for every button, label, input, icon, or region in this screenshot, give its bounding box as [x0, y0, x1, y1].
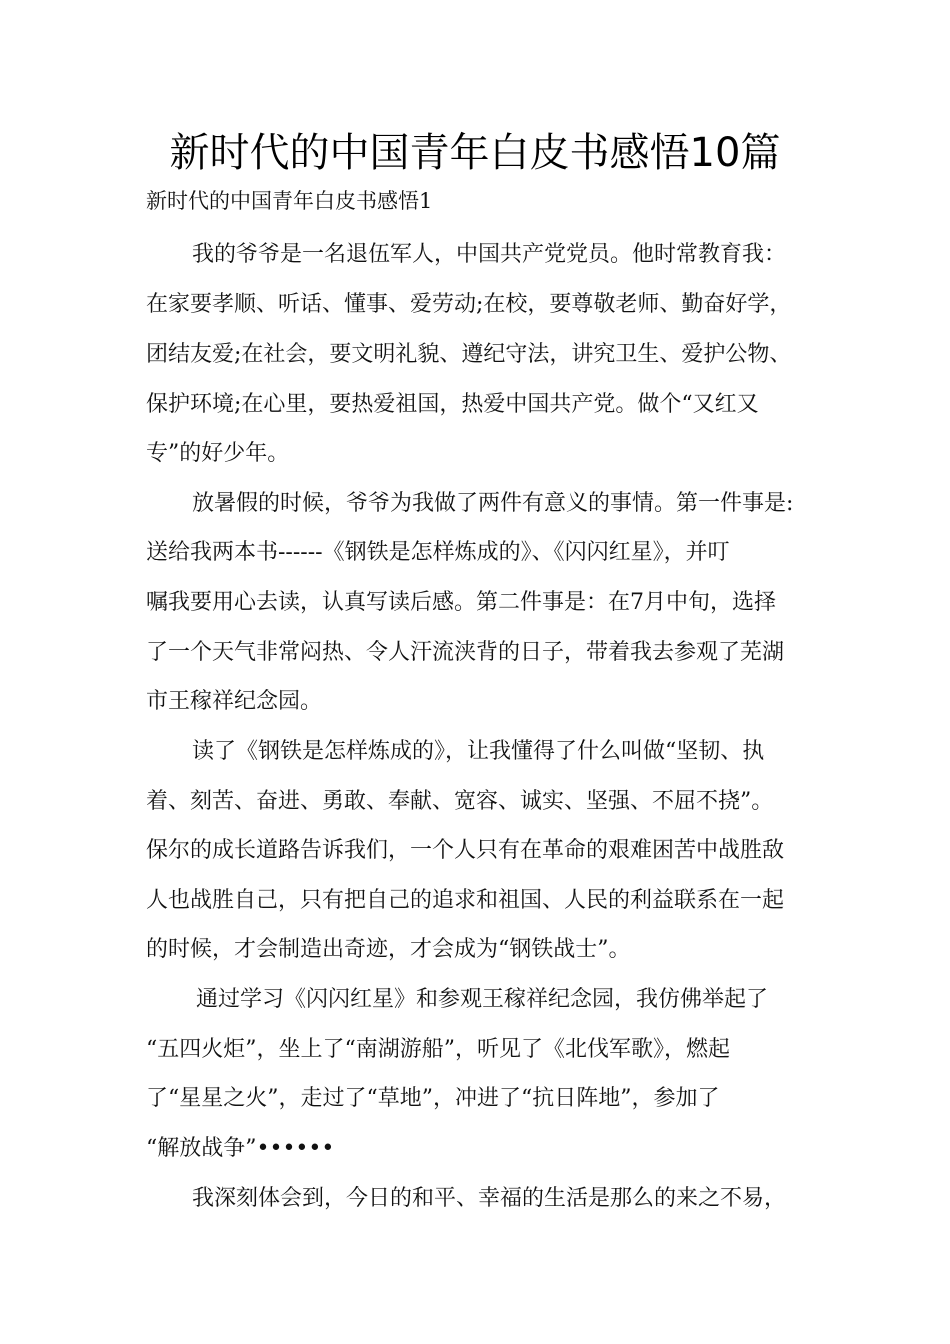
body-line: 保护环境;在心里，要热爱祖国，热爱中国共产党。做个“又红又 [146, 392, 759, 417]
section-heading: 新时代的中国青年白皮书感悟1 [146, 189, 433, 213]
body-line: 人也战胜自己，只有把自己的追求和祖国、人民的利益联系在一起 [146, 888, 785, 913]
body-line: 的时候，才会制造出奇迹，才会成为“钢铁战士”。 [146, 937, 631, 962]
body-line: “解放战争”•••••• [146, 1136, 335, 1161]
body-line: 送给我两本书------《钢铁是怎样炼成的》、《闪闪红星》，并叮 [146, 540, 730, 565]
body-line: 专”的好少年。 [146, 441, 290, 466]
body-line: “五四火炬”，坐上了“南湖游船”，听见了《北伐军歌》，燃起 [146, 1037, 730, 1062]
body-line: 在家要孝顺、听话、懂事、爱劳动;在校，要尊敬老师、勤奋好学， [146, 292, 792, 317]
body-line: 通过学习《闪闪红星》和参观王稼祥纪念园，我仿佛举起了 [196, 987, 769, 1012]
body-line: 着、刻苦、奋进、勇敢、奉献、宽容、诚实、坚强、不屈不挠”。 [146, 789, 774, 814]
body-line: 保尔的成长道路告诉我们，一个人只有在革命的艰难困苦中战胜敌 [146, 838, 785, 863]
body-line: 我深刻体会到，今日的和平、幸福的生活是那么的来之不易， [192, 1186, 787, 1211]
document-title: 新时代的中国青年白皮书感悟10篇 [169, 130, 781, 176]
body-line: 市王稼祥纪念园。 [146, 689, 323, 714]
body-line: 我的爷爷是一名退伍军人，中国共产党党员。他时常教育我： [192, 242, 787, 267]
body-line: 嘱我要用心去读，认真写读后感。第二件事是：在7月中旬，选择 [146, 590, 776, 615]
body-line: 读了《钢铁是怎样炼成的》，让我懂得了什么叫做“坚韧、执 [192, 739, 765, 764]
body-line: 了一个天气非常闷热、令人汗流浃背的日子，带着我去参观了芜湖 [146, 640, 785, 665]
body-line: 放暑假的时候，爷爷为我做了两件有意义的事情。第一件事是: [192, 491, 794, 516]
body-line: 了“星星之火”，走过了“草地”，冲进了“抗日阵地”，参加了 [146, 1086, 720, 1111]
body-line: 团结友爱;在社会，要文明礼貌、遵纪守法，讲究卫生、爱护公物、 [146, 342, 792, 367]
